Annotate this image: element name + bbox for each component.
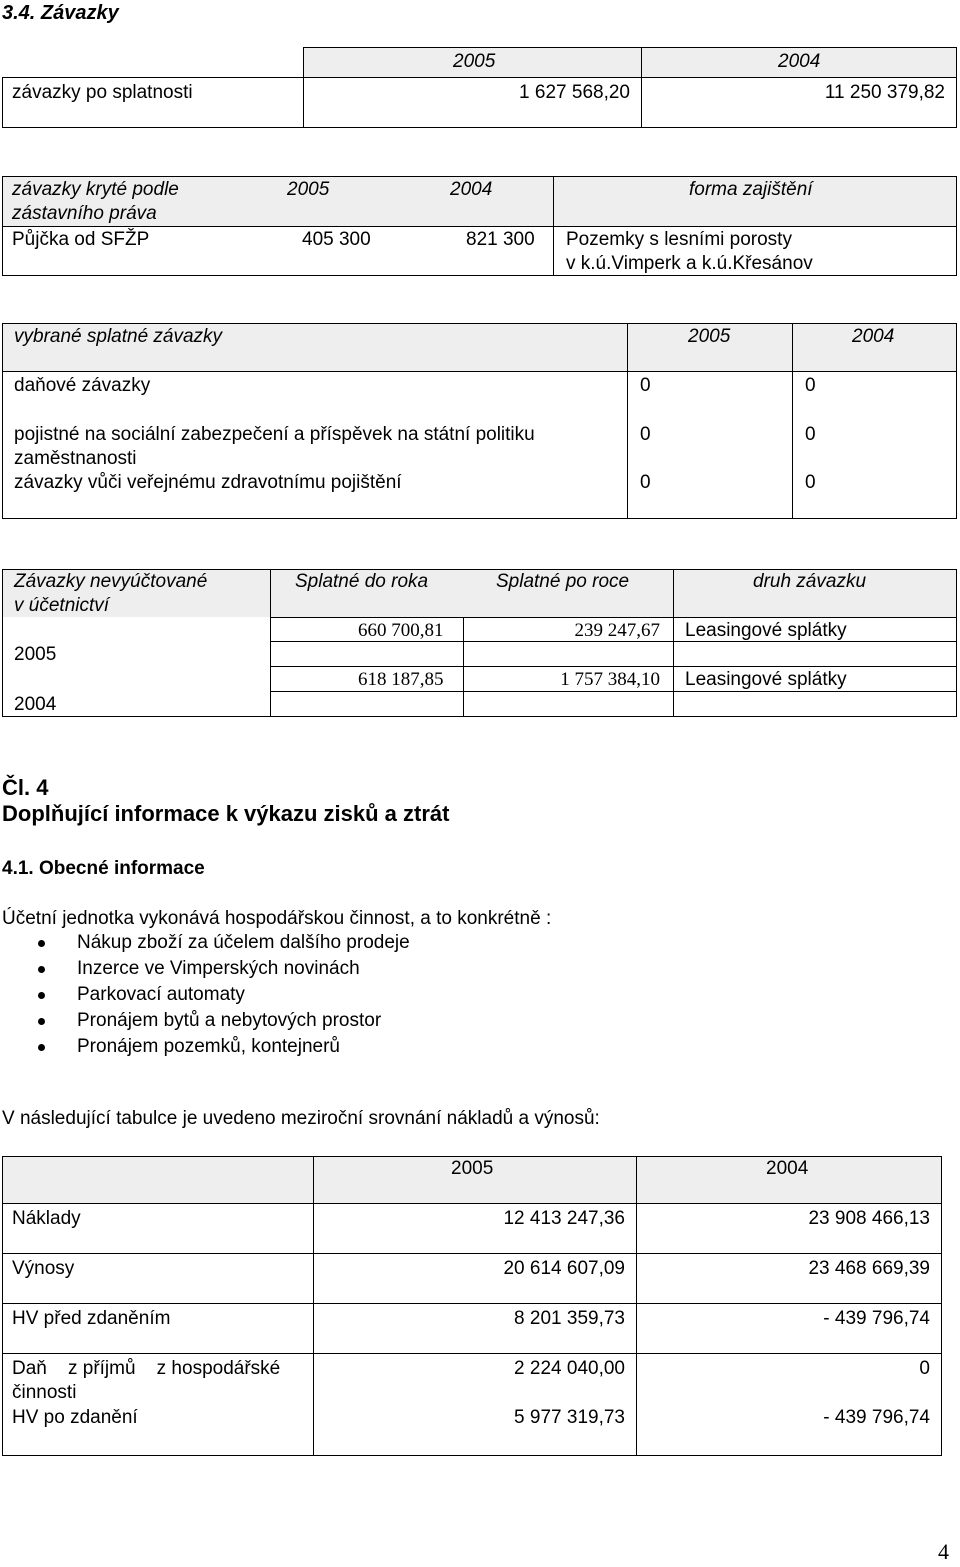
t5-row-value-2004: 23 468 669,39 — [808, 1258, 930, 1279]
t2-header-2005: 2005 — [287, 179, 330, 200]
t3-row-label: pojistné na sociální zabezpečení a příspěvek na státní politiku — [14, 424, 535, 445]
chapter-number: Čl. 4 — [2, 775, 49, 800]
t4-year-2004: 2004 — [14, 694, 57, 715]
t1-header-2004: 2004 — [778, 51, 821, 72]
t4-row-after: 1 757 384,10 — [560, 669, 660, 690]
chapter-title: Doplňující informace k výkazu zisků a ztrát — [2, 801, 450, 826]
t2-label-line2: zástavního práva — [12, 203, 157, 224]
t3-row-label: závazky vůči veřejnému zdravotnímu pojištění — [14, 472, 402, 493]
t1-header-2005: 2005 — [453, 51, 496, 72]
t5-row-label: HV před zdaněním — [12, 1308, 171, 1329]
t1-value-2004: 11 250 379,82 — [824, 82, 945, 103]
t3-header-2004: 2004 — [852, 326, 895, 347]
t1-value-2005: 1 627 568,20 — [519, 82, 630, 103]
t3-row-value-2005: 0 — [640, 472, 651, 493]
t4-row-within: 618 187,85 — [358, 669, 444, 690]
t5-row-value-2005: 8 201 359,73 — [514, 1308, 625, 1329]
t2-label-line1: závazky kryté podle — [12, 179, 179, 200]
t5-row-label-cont: činnosti — [12, 1382, 77, 1403]
t5-row-value-2005: 12 413 247,36 — [503, 1208, 625, 1229]
t2-value-2005: 405 300 — [302, 229, 371, 250]
t2-header-2004: 2004 — [450, 179, 493, 200]
t5-row-value-2004: - 439 796,74 — [823, 1407, 930, 1428]
t5-row-value-2004: 0 — [919, 1358, 930, 1379]
t5-row-label: Náklady — [12, 1208, 81, 1229]
subsection-title: 4.1. Obecné informace — [2, 858, 205, 879]
t2-form-line1: Pozemky s lesními porosty — [566, 229, 792, 250]
t4-header-after-year: Splatné po roce — [496, 571, 630, 592]
t5-row-label: Výnosy — [12, 1258, 75, 1279]
t5-row-value-2005: 20 614 607,09 — [503, 1258, 625, 1279]
list-item: Nákup zboží za účelem dalšího prodeje — [77, 932, 410, 953]
t4-row-type: Leasingové splátky — [685, 669, 847, 690]
t3-row-value-2004: 0 — [805, 375, 816, 396]
list-item: Pronájem pozemků, kontejnerů — [77, 1036, 340, 1057]
page-number: 4 — [938, 1539, 949, 1564]
t4-label-line1: Závazky nevyúčtované — [14, 571, 208, 592]
t5-row-label: HV po zdanění — [12, 1407, 138, 1428]
list-item: Parkovací automaty — [77, 984, 245, 1005]
t3-title: vybrané splatné závazky — [14, 326, 223, 347]
t4-year-2005: 2005 — [14, 644, 57, 665]
t3-header-2005: 2005 — [688, 326, 731, 347]
t5-row-value-2004: - 439 796,74 — [823, 1308, 930, 1329]
t4-row-type: Leasingové splátky — [685, 620, 847, 641]
t4-row-within: 660 700,81 — [358, 620, 444, 641]
t2-value-2004: 821 300 — [466, 229, 535, 250]
t3-row-label-cont: zaměstnanosti — [14, 448, 137, 469]
t5-header-2004: 2004 — [766, 1158, 809, 1179]
t1-row-label: závazky po splatnosti — [12, 82, 193, 103]
t5-row-value-2005: 2 224 040,00 — [514, 1358, 625, 1379]
t5-header-2005: 2005 — [451, 1158, 494, 1179]
comparison-text: V následující tabulce je uvedeno meziroční srovnání nákladů a výnosů: — [2, 1108, 600, 1129]
t4-header-type: druh závazku — [753, 571, 867, 592]
t3-row-value-2004: 0 — [805, 424, 816, 445]
t5-row-value-2004: 23 908 466,13 — [808, 1208, 930, 1229]
t5-row-value-2005: 5 977 319,73 — [514, 1407, 625, 1428]
intro-text: Účetní jednotka vykonává hospodářskou činnost, a to konkrétně : — [2, 908, 552, 929]
t3-row-value-2005: 0 — [640, 424, 651, 445]
t4-header-within-year: Splatné do roka — [295, 571, 429, 592]
t2-row-label: Půjčka od SFŽP — [12, 229, 150, 250]
t3-row-value-2005: 0 — [640, 375, 651, 396]
t2-header-form: forma zajištění — [689, 179, 813, 200]
t2-form-line2: v k.ú.Vimperk a k.ú.Křesánov — [566, 253, 813, 274]
t3-row-value-2004: 0 — [805, 472, 816, 493]
t5-row-label: Daň z příjmů z hospodářské — [12, 1358, 281, 1379]
list-item: Pronájem bytů a nebytových prostor — [77, 1010, 382, 1031]
t4-label-line2: v účetnictví — [14, 595, 110, 616]
section-title: 3.4. Závazky — [2, 2, 119, 24]
t3-row-label: daňové závazky — [14, 375, 151, 396]
list-item: Inzerce ve Vimperských novinách — [77, 958, 360, 979]
t4-row-after: 239 247,67 — [574, 620, 660, 641]
